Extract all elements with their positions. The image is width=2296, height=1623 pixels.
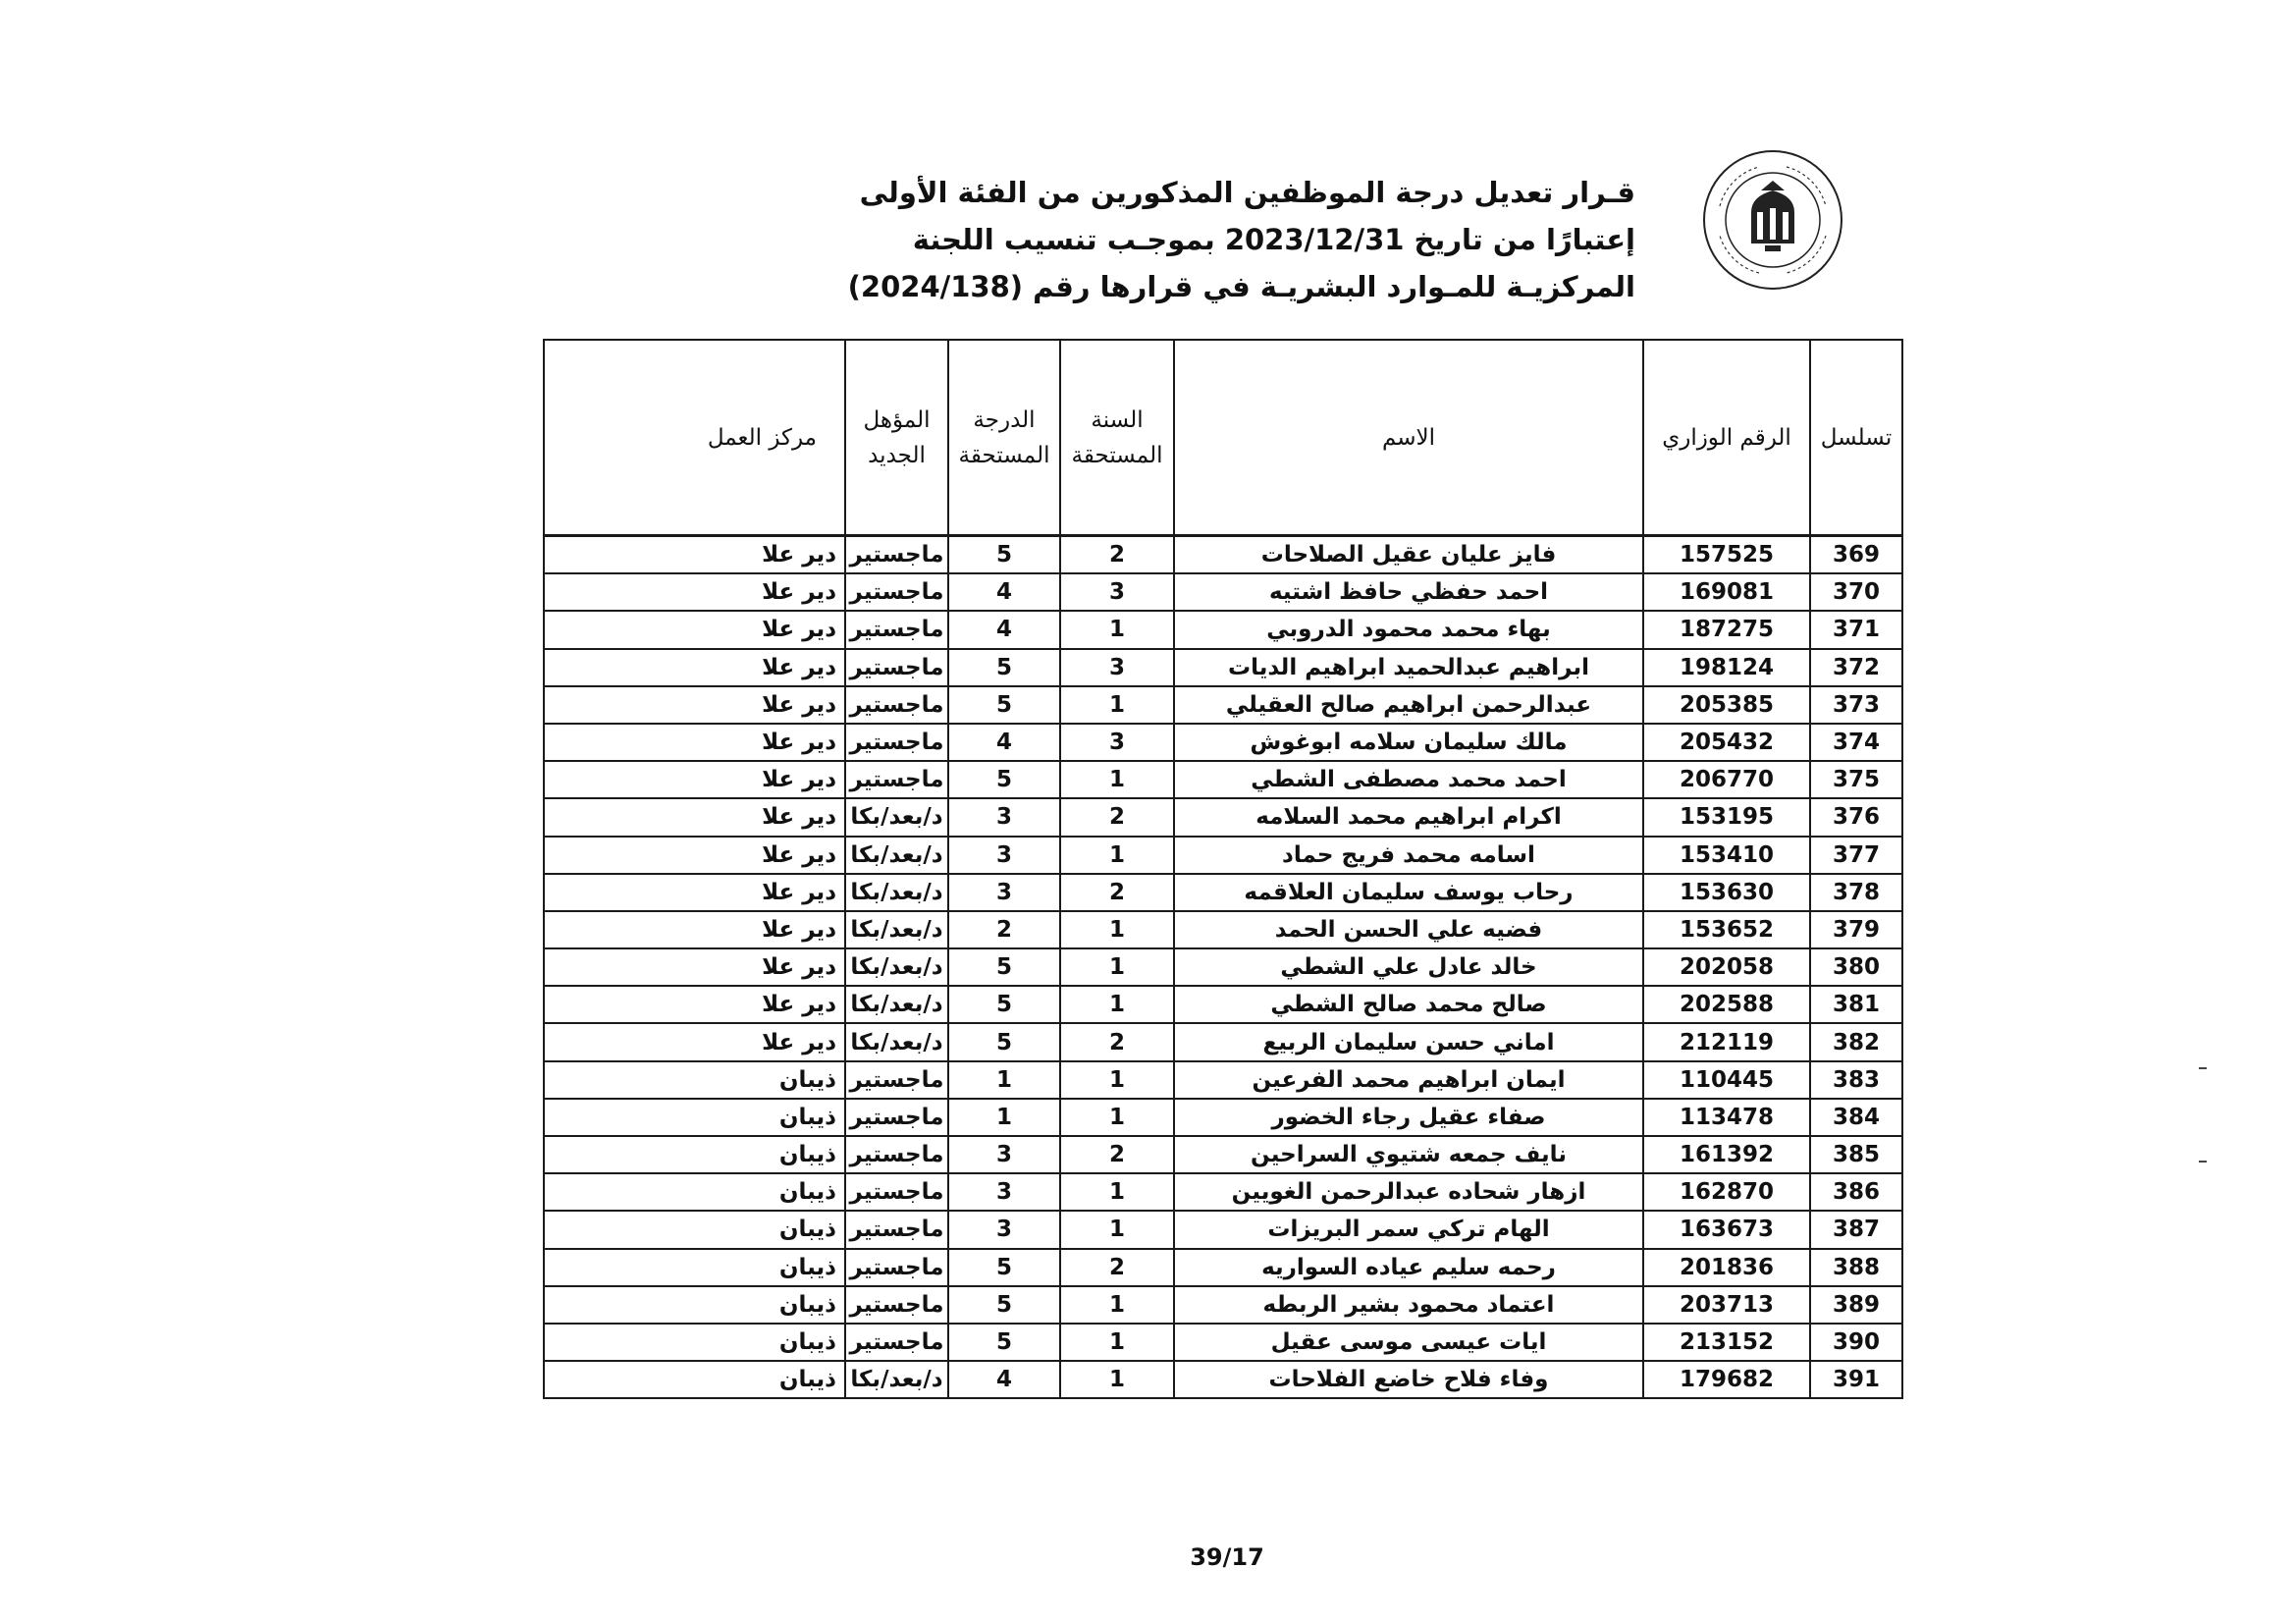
header-name: الاسم (1174, 340, 1643, 536)
title-line-2: إعتبارًا من تاريخ 2023/12/31 بموجـب تنسيب اللجنة (912, 223, 1635, 256)
cell-grade: 4 (948, 1361, 1060, 1398)
cell-name: خالد عادل علي الشطي (1174, 948, 1643, 986)
cell-grade: 5 (948, 1324, 1060, 1361)
cell-center: دير علا (544, 911, 845, 948)
header-qual-line1: المؤهل (863, 406, 931, 433)
table-row (544, 686, 1902, 724)
table-row (544, 761, 1902, 798)
title-line-3: المركزيـة للمـوارد البشريـة في قرارها رقم (2024/138) (847, 270, 1635, 303)
cell-center: دير علا (544, 761, 845, 798)
cell-year: 2 (1060, 874, 1174, 911)
cell-center: دير علا (544, 798, 845, 836)
cell-seq: 379 (1810, 911, 1902, 948)
header-national-no: الرقم الوزاري (1643, 340, 1810, 536)
cell-year: 1 (1060, 1173, 1174, 1211)
cell-grade: 1 (948, 1099, 1060, 1136)
cell-name: احمد حفظي حافظ اشتيه (1174, 573, 1643, 611)
cell-year: 1 (1060, 1099, 1174, 1136)
cell-seq: 391 (1810, 1361, 1902, 1398)
cell-year: 2 (1060, 1136, 1174, 1173)
cell-qualification: ماجستير (845, 686, 948, 724)
cell-seq: 384 (1810, 1099, 1902, 1136)
cell-center: ذيبان (544, 1324, 845, 1361)
cell-name: فضيه علي الحسن الحمد (1174, 911, 1643, 948)
cell-name: الهام تركي سمر البريزات (1174, 1211, 1643, 1248)
cell-grade: 5 (948, 761, 1060, 798)
cell-name: رحاب يوسف سليمان العلاقمه (1174, 874, 1643, 911)
cell-national-no: 153410 (1643, 837, 1810, 874)
header-year (1060, 340, 1174, 536)
table-row (544, 573, 1902, 611)
cell-year: 2 (1060, 536, 1174, 574)
cell-name: احمد محمد مصطفى الشطي (1174, 761, 1643, 798)
cell-name: صالح محمد صالح الشطي (1174, 986, 1643, 1023)
cell-seq: 371 (1810, 611, 1902, 648)
cell-qualification: ماجستير (845, 724, 948, 761)
cell-national-no: 169081 (1643, 573, 1810, 611)
cell-name: نايف جمعه شتيوي السراحين (1174, 1136, 1643, 1173)
cell-center: ذيبان (544, 1061, 845, 1099)
cell-seq: 376 (1810, 798, 1902, 836)
table-row (544, 611, 1902, 648)
cell-year: 1 (1060, 837, 1174, 874)
table-row (544, 986, 1902, 1023)
employees-table (543, 339, 1903, 1399)
table-row (544, 1099, 1902, 1136)
cell-year: 1 (1060, 1286, 1174, 1324)
cell-name: اكرام ابراهيم محمد السلامه (1174, 798, 1643, 836)
cell-qualification: د/بعد/بكا (845, 874, 948, 911)
table-row (544, 911, 1902, 948)
cell-year: 1 (1060, 1061, 1174, 1099)
cell-name: اماني حسن سليمان الربيع (1174, 1023, 1643, 1060)
cell-year: 1 (1060, 1324, 1174, 1361)
cell-name: رحمه سليم عياده السواريه (1174, 1249, 1643, 1286)
cell-seq: 385 (1810, 1136, 1902, 1173)
cell-grade: 5 (948, 649, 1060, 686)
cell-year: 1 (1060, 948, 1174, 986)
scan-mark (2199, 1067, 2207, 1069)
cell-seq: 382 (1810, 1023, 1902, 1060)
cell-qualification: ماجستير (845, 1211, 948, 1248)
cell-year: 3 (1060, 573, 1174, 611)
cell-year: 2 (1060, 798, 1174, 836)
table-row (544, 1023, 1902, 1060)
cell-national-no: 206770 (1643, 761, 1810, 798)
table-row (544, 1173, 1902, 1211)
header-grade-line1: الدرجة (973, 406, 1036, 433)
cell-qualification: ماجستير (845, 1286, 948, 1324)
table-row (544, 1361, 1902, 1398)
cell-grade: 5 (948, 1249, 1060, 1286)
cell-qualification: د/بعد/بكا (845, 948, 948, 986)
cell-grade: 5 (948, 536, 1060, 574)
cell-national-no: 201836 (1643, 1249, 1810, 1286)
cell-national-no: 198124 (1643, 649, 1810, 686)
cell-qualification: د/بعد/بكا (845, 986, 948, 1023)
ministry-emblem-icon (1700, 147, 1845, 293)
header-grade (948, 340, 1060, 536)
table-row (544, 1061, 1902, 1099)
cell-grade: 3 (948, 798, 1060, 836)
cell-national-no: 205385 (1643, 686, 1810, 724)
cell-year: 3 (1060, 649, 1174, 686)
header-qual-line2: الجديد (868, 442, 926, 468)
cell-national-no: 113478 (1643, 1099, 1810, 1136)
cell-qualification: د/بعد/بكا (845, 1023, 948, 1060)
cell-grade: 4 (948, 573, 1060, 611)
cell-grade: 3 (948, 1173, 1060, 1211)
cell-seq: 370 (1810, 573, 1902, 611)
header-year-line2: المستحقة (1071, 442, 1163, 468)
cell-center: دير علا (544, 573, 845, 611)
cell-national-no: 162870 (1643, 1173, 1810, 1211)
cell-seq: 390 (1810, 1324, 1902, 1361)
cell-qualification: د/بعد/بكا (845, 837, 948, 874)
header-grade-line2: المستحقة (958, 442, 1050, 468)
cell-seq: 372 (1810, 649, 1902, 686)
table-row (544, 1211, 1902, 1248)
cell-center: دير علا (544, 611, 845, 648)
cell-national-no: 212119 (1643, 1023, 1810, 1060)
cell-grade: 5 (948, 948, 1060, 986)
header-qualification (845, 340, 948, 536)
table-row (544, 798, 1902, 836)
cell-year: 1 (1060, 911, 1174, 948)
header-center: مركز العمل (544, 340, 845, 536)
cell-national-no: 203713 (1643, 1286, 1810, 1324)
cell-name: عبدالرحمن ابراهيم صالح العقيلي (1174, 686, 1643, 724)
cell-national-no: 163673 (1643, 1211, 1810, 1248)
cell-name: اسامه محمد فريج حماد (1174, 837, 1643, 874)
table-row (544, 724, 1902, 761)
cell-name: اعتماد محمود بشير الربطه (1174, 1286, 1643, 1324)
cell-national-no: 179682 (1643, 1361, 1810, 1398)
cell-national-no: 153630 (1643, 874, 1810, 911)
table-row (544, 874, 1902, 911)
cell-name: ازهار شحاده عبدالرحمن الغويين (1174, 1173, 1643, 1211)
table-header-row (544, 340, 1902, 536)
cell-center: ذيبان (544, 1099, 845, 1136)
cell-grade: 1 (948, 1061, 1060, 1099)
cell-seq: 386 (1810, 1173, 1902, 1211)
cell-year: 1 (1060, 986, 1174, 1023)
cell-national-no: 205432 (1643, 724, 1810, 761)
header-seq: تسلسل (1810, 340, 1902, 536)
table-row (544, 1324, 1902, 1361)
cell-center: دير علا (544, 649, 845, 686)
cell-qualification: د/بعد/بكا (845, 798, 948, 836)
cell-year: 1 (1060, 686, 1174, 724)
cell-grade: 3 (948, 1211, 1060, 1248)
cell-name: ابراهيم عبدالحميد ابراهيم الديات (1174, 649, 1643, 686)
cell-national-no: 187275 (1643, 611, 1810, 648)
table-row (544, 1249, 1902, 1286)
cell-seq: 373 (1810, 686, 1902, 724)
cell-national-no: 153195 (1643, 798, 1810, 836)
cell-national-no: 202588 (1643, 986, 1810, 1023)
cell-seq: 375 (1810, 761, 1902, 798)
cell-name: مالك سليمان سلامه ابوغوش (1174, 724, 1643, 761)
cell-qualification: د/بعد/بكا (845, 911, 948, 948)
cell-center: دير علا (544, 686, 845, 724)
cell-grade: 2 (948, 911, 1060, 948)
cell-qualification: ماجستير (845, 761, 948, 798)
cell-qualification: ماجستير (845, 1173, 948, 1211)
cell-qualification: ماجستير (845, 536, 948, 574)
scan-mark (2199, 1161, 2207, 1163)
cell-seq: 377 (1810, 837, 1902, 874)
cell-qualification: ماجستير (845, 1061, 948, 1099)
decision-title (847, 169, 1635, 310)
cell-year: 2 (1060, 1023, 1174, 1060)
title-line-1: قـرار تعديل درجة الموظفين المذكورين من الفئة الأولى (859, 176, 1635, 209)
cell-seq: 388 (1810, 1249, 1902, 1286)
cell-seq: 380 (1810, 948, 1902, 986)
cell-center: ذيبان (544, 1173, 845, 1211)
cell-grade: 3 (948, 1136, 1060, 1173)
cell-center: ذيبان (544, 1286, 845, 1324)
cell-grade: 5 (948, 1286, 1060, 1324)
cell-center: دير علا (544, 1023, 845, 1060)
cell-year: 1 (1060, 1211, 1174, 1248)
cell-qualification: ماجستير (845, 611, 948, 648)
cell-name: وفاء فلاح خاضع الفلاحات (1174, 1361, 1643, 1398)
cell-national-no: 202058 (1643, 948, 1810, 986)
cell-center: ذيبان (544, 1211, 845, 1248)
cell-center: دير علا (544, 986, 845, 1023)
cell-seq: 369 (1810, 536, 1902, 574)
cell-qualification: د/بعد/بكا (845, 1361, 948, 1398)
table-row (544, 536, 1902, 574)
page-number: 39/17 (1190, 1543, 1264, 1571)
cell-national-no: 153652 (1643, 911, 1810, 948)
table-row (544, 1286, 1902, 1324)
cell-year: 1 (1060, 1361, 1174, 1398)
table-row (544, 948, 1902, 986)
table-body (544, 536, 1902, 1399)
cell-grade: 3 (948, 874, 1060, 911)
cell-year: 3 (1060, 724, 1174, 761)
cell-name: فايز عليان عقيل الصلاحات (1174, 536, 1643, 574)
cell-seq: 378 (1810, 874, 1902, 911)
cell-qualification: ماجستير (845, 573, 948, 611)
header-year-line1: السنة (1091, 406, 1144, 433)
cell-name: بهاء محمد محمود الدروبي (1174, 611, 1643, 648)
cell-center: ذيبان (544, 1361, 845, 1398)
cell-national-no: 213152 (1643, 1324, 1810, 1361)
cell-grade: 5 (948, 686, 1060, 724)
cell-national-no: 161392 (1643, 1136, 1810, 1173)
cell-year: 1 (1060, 761, 1174, 798)
cell-qualification: ماجستير (845, 649, 948, 686)
cell-seq: 389 (1810, 1286, 1902, 1324)
cell-qualification: ماجستير (845, 1136, 948, 1173)
cell-grade: 5 (948, 1023, 1060, 1060)
cell-national-no: 157525 (1643, 536, 1810, 574)
cell-grade: 3 (948, 837, 1060, 874)
cell-qualification: ماجستير (845, 1324, 948, 1361)
cell-center: ذيبان (544, 1136, 845, 1173)
cell-qualification: ماجستير (845, 1249, 948, 1286)
table-row (544, 1136, 1902, 1173)
cell-seq: 383 (1810, 1061, 1902, 1099)
cell-seq: 387 (1810, 1211, 1902, 1248)
cell-center: دير علا (544, 724, 845, 761)
cell-grade: 4 (948, 724, 1060, 761)
cell-national-no: 110445 (1643, 1061, 1810, 1099)
table-row (544, 837, 1902, 874)
cell-seq: 374 (1810, 724, 1902, 761)
cell-year: 2 (1060, 1249, 1174, 1286)
cell-grade: 4 (948, 611, 1060, 648)
cell-center: دير علا (544, 837, 845, 874)
cell-seq: 381 (1810, 986, 1902, 1023)
cell-center: دير علا (544, 874, 845, 911)
cell-qualification: ماجستير (845, 1099, 948, 1136)
cell-grade: 5 (948, 986, 1060, 1023)
cell-year: 1 (1060, 611, 1174, 648)
cell-center: دير علا (544, 948, 845, 986)
cell-center: ذيبان (544, 1249, 845, 1286)
cell-name: ايمان ابراهيم محمد الفرعين (1174, 1061, 1643, 1099)
table-row (544, 649, 1902, 686)
cell-name: ايات عيسى موسى عقيل (1174, 1324, 1643, 1361)
cell-center: دير علا (544, 536, 845, 574)
cell-name: صفاء عقيل رجاء الخضور (1174, 1099, 1643, 1136)
